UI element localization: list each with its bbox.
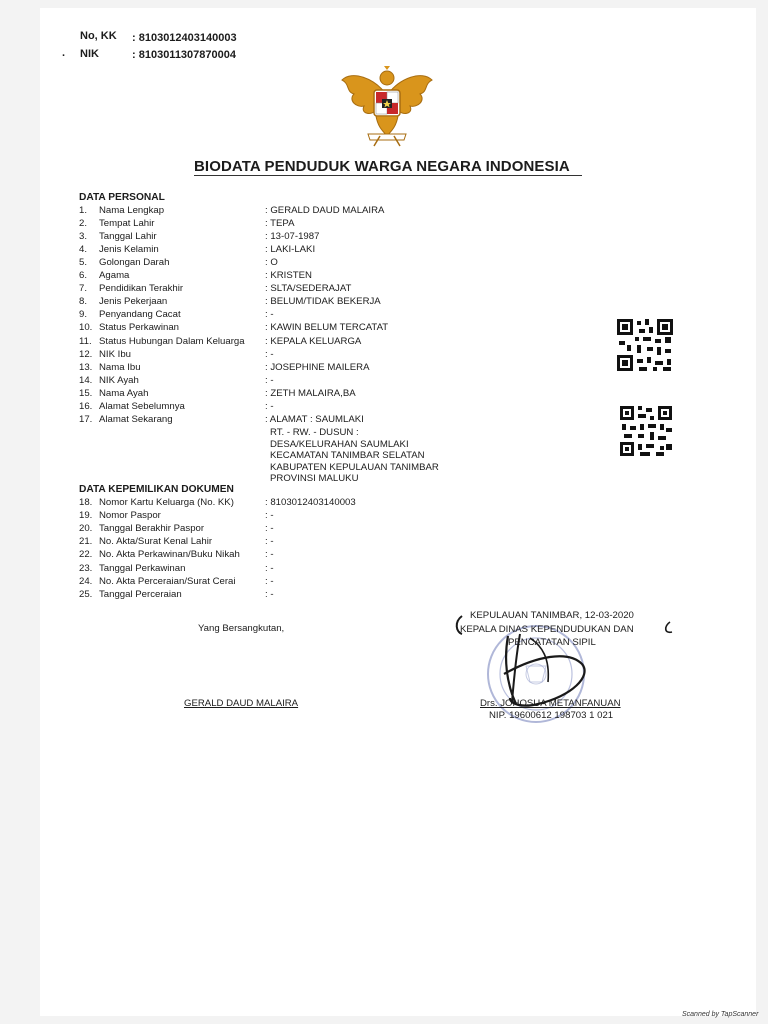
row-number: 6. xyxy=(79,270,88,282)
signature-left-name: GERALD DAUD MALAIRA xyxy=(184,698,299,709)
section-data-dokumen: DATA KEPEMILIKAN DOKUMEN xyxy=(79,484,234,495)
row-label: Alamat Sebelumnya xyxy=(99,400,185,412)
row-value: : - xyxy=(265,588,274,600)
row-value: : ALAMAT : SAUMLAKI xyxy=(265,413,364,425)
row-number: 15. xyxy=(79,387,93,399)
row-number: 11. xyxy=(79,335,92,347)
row-label: Penyandang Cacat xyxy=(99,309,181,321)
row-value: : - xyxy=(265,309,274,321)
row-value: : SLTA/SEDERAJAT xyxy=(265,283,352,295)
row-label: No. Akta Perkawinan/Buku Nikah xyxy=(99,549,240,561)
row-label: Jenis Pekerjaan xyxy=(99,296,168,308)
row-value: : - xyxy=(265,549,274,561)
row-label: Agama xyxy=(99,270,130,282)
document-title: BIODATA PENDUDUK WARGA NEGARA INDONESIA xyxy=(194,158,570,175)
row-label: Pendidikan Terakhir xyxy=(99,283,184,295)
row-number: 7. xyxy=(79,283,88,295)
row-label: Nama Ibu xyxy=(99,361,141,373)
qr-code-icon xyxy=(620,406,672,456)
row-number: 1. xyxy=(79,205,88,216)
address-line: KECAMATAN TANIMBAR SELATAN xyxy=(270,450,425,462)
row-number: 24. xyxy=(79,575,93,587)
row-label: Nama Lengkap xyxy=(99,205,165,216)
row-number: 9. xyxy=(79,309,88,321)
row-label: NIK Ibu xyxy=(99,348,131,360)
row-value: : KRISTEN xyxy=(265,270,312,282)
row-number: 25. xyxy=(79,588,93,600)
row-value: : - xyxy=(265,562,274,574)
scanner-watermark: Scanned by TapScanner xyxy=(682,1011,759,1018)
address-line: PROVINSI MALUKU xyxy=(270,473,359,485)
row-value: : TEPA xyxy=(265,218,295,230)
row-number: 13. xyxy=(79,361,93,373)
signature-right-nip: NIP. 19600612 198703 1 021 xyxy=(489,710,614,721)
row-label: No. Akta/Surat Kenal Lahir xyxy=(99,536,213,548)
row-label: Tanggal Berakhir Paspor xyxy=(99,523,205,535)
garuda-emblem-icon xyxy=(338,64,436,148)
address-line: RT. - RW. - DUSUN : xyxy=(270,427,359,438)
signature-office-line2: PENCATATAN SIPIL xyxy=(508,637,596,648)
row-number: 16. xyxy=(79,400,93,412)
row-value: : 8103012403140003 xyxy=(265,497,356,508)
row-number: 22. xyxy=(79,549,93,561)
handwritten-signature-icon xyxy=(450,612,690,724)
row-value: : JOSEPHINE MAILERA xyxy=(265,361,370,373)
row-value: : - xyxy=(265,374,274,386)
row-value: : - xyxy=(265,348,274,360)
row-number: 20. xyxy=(79,523,93,535)
row-label: Jenis Kelamin xyxy=(99,244,159,256)
row-value: : BELUM/TIDAK BEKERJA xyxy=(265,296,381,308)
row-value: : 13-07-1987 xyxy=(265,231,320,243)
row-value: : - xyxy=(265,536,274,548)
row-value: : O xyxy=(265,257,278,269)
row-number: 19. xyxy=(79,510,93,522)
row-number: 10. xyxy=(79,322,93,334)
row-number: 21. xyxy=(79,536,93,548)
section-data-personal: DATA PERSONAL xyxy=(79,192,165,203)
row-number: 4. xyxy=(79,244,88,256)
row-label: Alamat Sekarang xyxy=(99,413,173,425)
title-underline xyxy=(194,175,582,176)
nik-value: : 8103011307870004 xyxy=(132,49,236,61)
row-number: 23. xyxy=(79,562,93,574)
row-number: 5. xyxy=(79,257,88,269)
row-value: : - xyxy=(265,400,274,412)
row-label: Tempat Lahir xyxy=(99,218,155,230)
row-label: Tanggal Perkawinan xyxy=(99,562,186,574)
address-line: DESA/KELURAHAN SAUMLAKI xyxy=(270,438,409,450)
row-label: Nomor Paspor xyxy=(99,510,161,522)
row-label: Nomor Kartu Keluarga (No. KK) xyxy=(99,497,234,508)
row-value: : GERALD DAUD MALAIRA xyxy=(265,205,385,216)
row-label: NIK Ayah xyxy=(99,374,139,386)
row-number: 18. xyxy=(79,497,93,508)
row-number: 17. xyxy=(79,413,93,425)
row-value: : KAWIN BELUM TERCATAT xyxy=(265,322,389,334)
row-label: Status Hubungan Dalam Keluarga xyxy=(99,335,245,347)
row-label: Tanggal Lahir xyxy=(99,231,157,243)
row-label: Nama Ayah xyxy=(99,387,149,399)
row-value: : - xyxy=(265,523,274,535)
signature-left-caption: Yang Bersangkutan, xyxy=(198,623,285,634)
row-label: No. Akta Perceraian/Surat Cerai xyxy=(99,575,236,587)
row-value: : KEPALA KELUARGA xyxy=(265,335,362,347)
signature-office-line1: KEPALA DINAS KEPENDUDUKAN DAN xyxy=(460,624,634,635)
no-kk-value: : 8103012403140003 xyxy=(132,32,237,44)
no-kk-label: No, KK xyxy=(80,30,117,42)
row-label: Golongan Darah xyxy=(99,257,170,269)
bullet-dot: . xyxy=(62,47,66,59)
row-number: 12. xyxy=(79,348,93,360)
nik-label: NIK xyxy=(80,48,99,60)
row-value: : ZETH MALAIRA,BA xyxy=(265,387,356,399)
address-line: KABUPATEN KEPULAUAN TANIMBAR xyxy=(270,461,439,473)
row-value: : - xyxy=(265,575,274,587)
row-label: Tanggal Perceraian xyxy=(99,588,182,600)
row-number: 3. xyxy=(79,231,88,243)
row-number: 8. xyxy=(79,296,88,308)
row-number: 2. xyxy=(79,218,88,230)
signature-right-name: Drs. JOHOSUA METANFANUAN xyxy=(480,698,621,709)
row-label: Status Perkawinan xyxy=(99,322,179,334)
row-value: : LAKI-LAKI xyxy=(265,244,316,256)
signature-place-date: KEPULAUAN TANIMBAR, 12-03-2020 xyxy=(470,610,634,621)
qr-code-icon xyxy=(617,319,673,371)
row-number: 14. xyxy=(79,374,93,386)
row-value: : - xyxy=(265,510,274,522)
